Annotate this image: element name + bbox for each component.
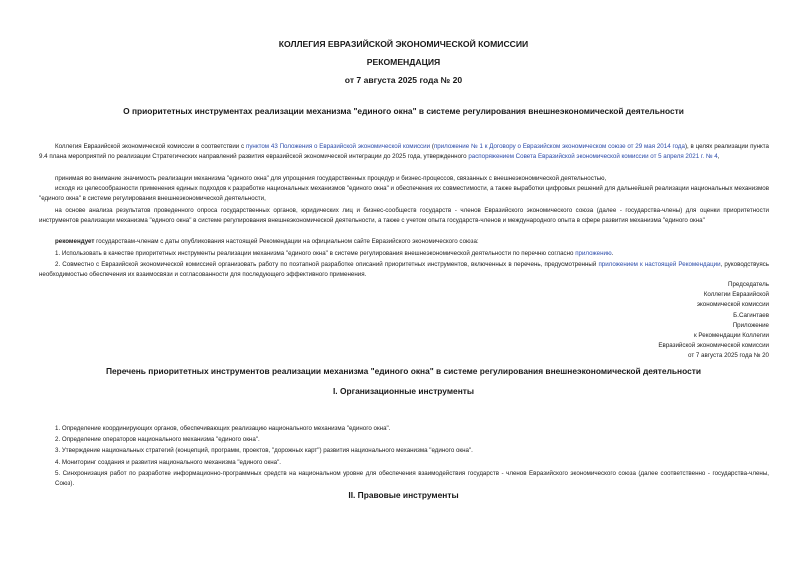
signature-line: экономической комиссии [696, 301, 769, 309]
text: 1. Использовать в качестве приоритетных инструменты реализации механизма "единого окна" в системе регулирования внешнеэкономической деятельности по перечню согласно [55, 250, 576, 257]
appendix-ref-line: к Рекомендации Коллегии [693, 332, 769, 340]
appendix-title: Перечень приоритетных инструментов реализации механизма "единого окна" в системе регулирования внешнеэкономической деятельности [105, 366, 702, 376]
paragraph-item-2 [39, 260, 769, 280]
section-organizational: I. Организационные инструменты [332, 386, 475, 396]
list-item: 3. Утверждение национальных стратегий (концепций, программ, проектов, "дорожных карт") развития национального механизма "единого окна". [55, 447, 473, 455]
text: ), в целях реализации пункта 9.4 плана мероприятий по реализации Стратегических направлений развития евразийской экономической интеграции до 2025 года, утвержденного [39, 143, 769, 161]
text: ( [430, 143, 434, 150]
list-item: 2. Определение операторов национального механизма "единого окна". [55, 436, 260, 444]
document-title: О приоритетных инструментах реализации механизма "единого окна" в системе регулирования внешнеэкономической деятельности [123, 106, 684, 116]
doc-type-heading: РЕКОМЕНДАЦИЯ [366, 57, 441, 67]
text: . [611, 250, 614, 257]
list-item: 4. Мониторинг создания и развития национального механизма "единого окна". [55, 458, 281, 466]
signature-block [569, 280, 769, 362]
section-legal: II. Правовые инструменты [348, 490, 459, 500]
paragraph-item-1 [39, 249, 769, 259]
appendix-ref-line: Евразийской экономической комиссии [658, 342, 769, 350]
link-appendix[interactable]: приложению [575, 250, 612, 257]
signature-line: Б.Сагинтаев [733, 311, 769, 319]
text: государствам-членам с даты опубликования настоящей Рекомендации на официальном сайте Евразийского экономического союза: [94, 238, 479, 245]
list-item: 1. Определение координирующих органов, обеспечивающих реализацию национального механизма "единого окна". [55, 425, 391, 432]
appendix-ref-line: от 7 августа 2025 года № 20 [688, 352, 769, 360]
paragraph-recommends [39, 237, 769, 247]
instrument-list [55, 424, 769, 489]
list-item: 5. Синхронизация работ по разработке информационно-программных средств на национальном уровне для обеспечения взаимодействия государств - членов Евразийского экономического союза (далее соответственно - государства-члены, Союз). [55, 469, 769, 488]
recommends-keyword: рекомендует [55, 238, 95, 245]
signature-line: Председатель [728, 281, 769, 288]
text: , руководствуясь необходимостью обеспечения их взаимосвязи и согласованности для последующего эффективного применения. [39, 261, 770, 279]
link-point-43[interactable]: пунктом 43 Положения о Евразийской экономической комиссии [245, 143, 431, 150]
org-heading: КОЛЛЕГИЯ ЕВРАЗИЙСКОЙ ЭКОНОМИЧЕСКОЙ КОМИССИИ [278, 39, 529, 49]
signature-line: Коллегии Евразийской [703, 291, 769, 299]
text: 2. Совместно с Евразийской экономической комиссией организовать работу по поэтапной разработке описаний приоритетных инструментов, включенных в перечень, предусмотренный [55, 261, 599, 268]
text: , [717, 153, 720, 161]
appendix-ref-line: Приложение [732, 321, 769, 329]
paragraph-analysis: на основе анализа результатов проведенного опроса государственных органов, юридических лиц и бизнес-сообществ государств - членов Евразийского экономического союза (далее - государства-члены) для оценки приоритетности инструментов реализации механизма "единого окна" в системе регулирования внешнеэкономической деятельности, а также с учетом опыта государств-членов и международного опыта в сфере развития механизма "единого окна" [39, 207, 769, 225]
link-council-order[interactable]: распоряжением Совета Евразийской экономической комиссии от 5 апреля 2021 г. № 4 [468, 153, 718, 161]
text: Коллегия Евразийской экономической комиссии в соответствии с [55, 143, 246, 150]
link-treaty-annex[interactable]: приложение № 1 к Договору о Евразийском экономическом союзе от 29 мая 2014 года [433, 143, 685, 150]
paragraph-considering: принимая во внимание значимость реализации механизма "единого окна" для упрощения государственных процедур и бизнес-процессов, связанных с внешнеэкономической деятельностью, [55, 175, 607, 182]
paragraph-preamble [39, 142, 769, 162]
date-number-heading: от 7 августа 2025 года № 20 [344, 75, 463, 85]
paragraph-proceeding: исходя из целесообразности применения единых подходов к разработке национальных механизмов "единого окна" и обеспечения их совместимости, а также выработки цифровых решений для дальнейшей реализации национальных механизмов "единого окна" в системе регулирования внешнеэкономической деятельности, [39, 185, 769, 203]
link-appendix-recommendation[interactable]: приложением к настоящей Рекомендации [598, 261, 721, 268]
